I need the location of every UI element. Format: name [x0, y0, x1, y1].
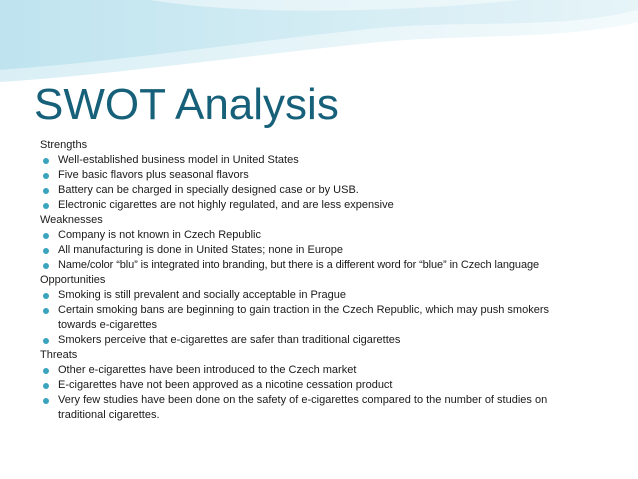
list-item [40, 168, 600, 183]
bullet-icon [43, 308, 49, 314]
list-item [40, 363, 600, 378]
list-item-text: Certain smoking bans are beginning to gain traction in the Czech Republic, which may push smokers towards e-cigarettes [58, 304, 549, 331]
list-item [40, 303, 580, 333]
bullet-icon [43, 368, 49, 374]
list-item [40, 153, 600, 168]
list-item-text: Smoking is still prevalent and socially acceptable in Prague [58, 289, 346, 301]
bullet-list [40, 363, 600, 423]
slide-title: SWOT Analysis [34, 80, 339, 129]
bullet-icon [43, 233, 49, 239]
bullet-icon [43, 203, 49, 209]
list-item [40, 393, 582, 423]
list-item-text: Company is not known in Czech Republic [58, 229, 261, 241]
list-item [40, 243, 600, 258]
list-item [40, 288, 600, 303]
bullet-icon [43, 248, 49, 254]
section-heading: Weaknesses [40, 214, 103, 226]
bullet-icon [43, 293, 49, 299]
bullet-icon [43, 188, 49, 194]
section-strengths [40, 138, 600, 213]
list-item-text: Battery can be charged in specially designed case or by USB. [58, 184, 359, 196]
list-item [40, 333, 600, 348]
bullet-icon [43, 173, 49, 179]
list-item-text: Electronic cigarettes are not highly regulated, and are less expensive [58, 199, 394, 211]
bullet-list [40, 153, 600, 213]
swot-content [40, 138, 600, 423]
list-item-text: Other e-cigarettes have been introduced to the Czech market [58, 364, 357, 376]
bullet-list [40, 228, 600, 273]
bullet-icon [43, 383, 49, 389]
list-item-text: All manufacturing is done in United States; none in Europe [58, 244, 343, 256]
bullet-icon [43, 338, 49, 344]
bullet-icon [43, 263, 49, 269]
section-opportunities [40, 273, 600, 348]
list-item-text: Name/color “blu” is integrated into branding, but there is a different word for “blue” in Czech language [58, 259, 540, 271]
list-item-text: E-cigarettes have not been approved as a nicotine cessation product [58, 379, 393, 391]
section-heading: Opportunities [40, 274, 106, 286]
list-item [40, 258, 600, 273]
list-item-text: Five basic flavors plus seasonal flavors [58, 169, 249, 181]
section-heading: Strengths [40, 139, 88, 151]
list-item-text: Very few studies have been done on the safety of e-cigarettes compared to the number of studies on traditional cigarettes. [58, 394, 548, 421]
list-item [40, 228, 600, 243]
bullet-icon [43, 158, 49, 164]
bullet-list [40, 288, 600, 348]
header-wave-decoration [0, 0, 638, 82]
list-item [40, 378, 600, 393]
bullet-icon [43, 398, 49, 404]
list-item [40, 198, 600, 213]
list-item-text: Well-established business model in United States [58, 154, 299, 166]
list-item [40, 183, 600, 198]
section-weaknesses [40, 213, 600, 273]
section-threats [40, 348, 600, 423]
section-heading: Threats [40, 349, 78, 361]
list-item-text: Smokers perceive that e-cigarettes are safer than traditional cigarettes [58, 334, 401, 346]
